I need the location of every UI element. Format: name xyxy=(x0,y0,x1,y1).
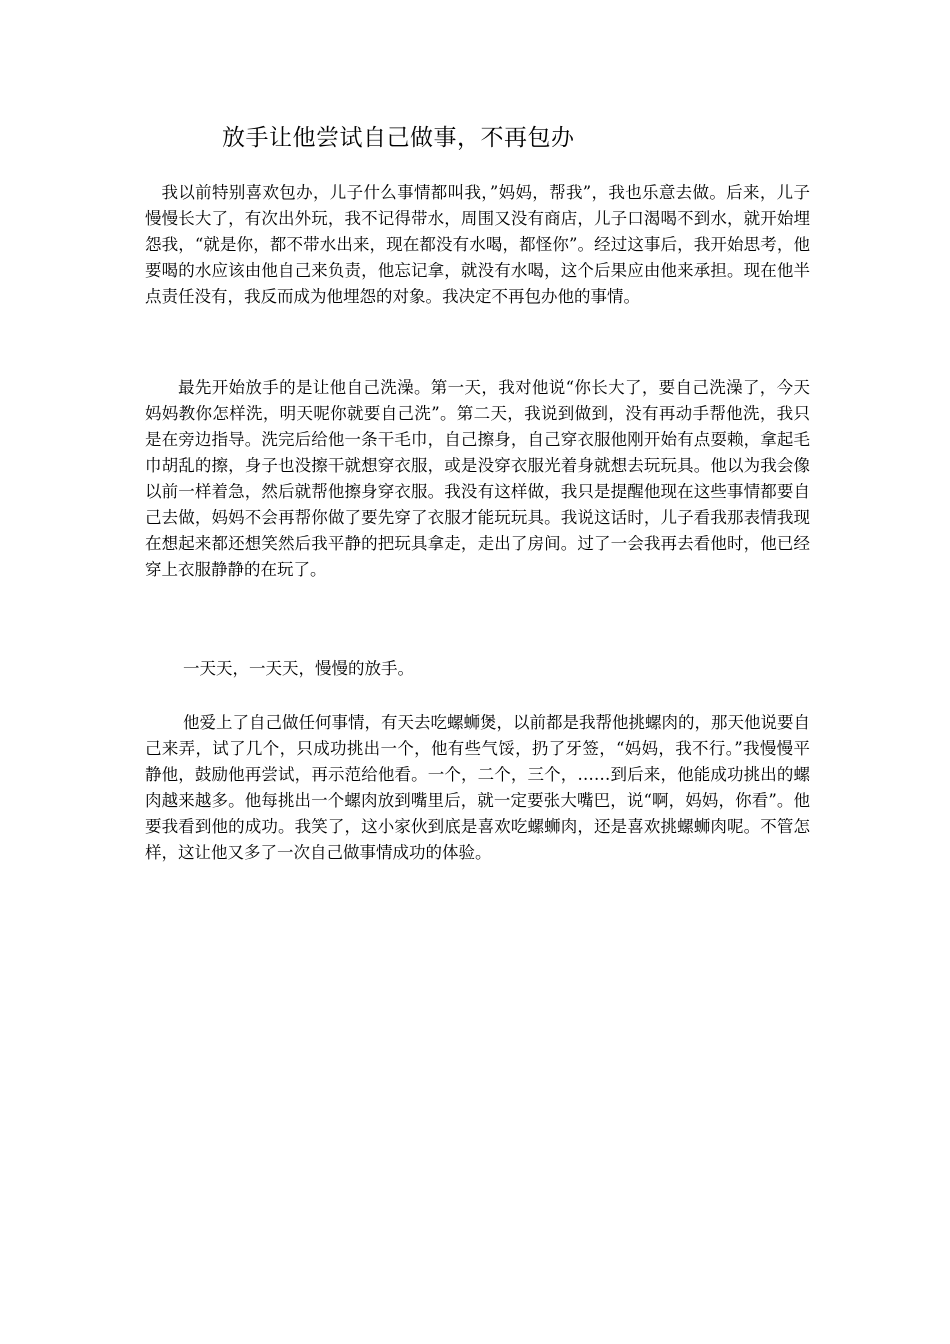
paragraph-1: 我以前特别喜欢包办，儿子什么事情都叫我，”妈妈，帮我”，我也乐意去做。后来，儿子慢慢长大了，有次出外玩，我不记得带水，周围又没有商店，儿子口渴喝不到水，就开始埋怨我，“就是你，都不带水出来，现在都没有水喝，都怪你”。经过这事后，我开始思考，他要喝的水应该由他自己来负责，他忘记拿，就没有水喝，这个后果应由他来承担。现在他半点责任没有，我反而成为他埋怨的对象。我决定不再包办他的事情。 xyxy=(145,183,810,306)
document-title: 放手让他尝试自己做事，不再包办 xyxy=(222,125,575,151)
paragraph-3: 一天天，一天天，慢慢的放手。 xyxy=(182,659,414,678)
paragraph-4: 他爱上了自己做任何事情，有天去吃螺蛳煲，以前都是我帮他挑螺肉的，那天他说要自己来弄，试了几个，只成功挑出一个，他有些气馁，扔了牙签，“妈妈，我不行。”我慢慢平静他，鼓励他再尝试，再示范给他看。一个，二个，三个，……到后来，他能成功挑出的螺肉越来越多。他每挑出一个螺肉放到嘴里后，就一定要张大嘴巴，说“啊，妈妈，你看”。他要我看到他的成功。我笑了，这小家伙到底是喜欢吃螺蛳肉，还是喜欢挑螺蛳肉呢。不管怎样，这让他又多了一次自己做事情成功的体验。 xyxy=(145,713,810,862)
paragraph-2: 最先开始放手的是让他自己洗澡。第一天，我对他说“你长大了，要自己洗澡了，今天妈妈教你怎样洗，明天呢你就要自己洗”。第二天，我说到做到，没有再动手帮他洗，我只是在旁边指导。洗完后给他一条干毛巾，自己擦身，自己穿衣服他刚开始有点耍赖，拿起毛巾胡乱的擦，身子也没擦干就想穿衣服，或是没穿衣服光着身就想去玩玩具。他以为我会像以前一样着急，然后就帮他擦身穿衣服。我没有这样做，我只是提醒他现在这些事情都要自己去做，妈妈不会再帮你做了要先穿了衣服才能玩玩具。我说这话时，儿子看我那表情我现在想起来都还想笑然后我平静的把玩具拿走，走出了房间。过了一会我再去看他时，他已经穿上衣服静静的在玩了。 xyxy=(145,378,810,579)
